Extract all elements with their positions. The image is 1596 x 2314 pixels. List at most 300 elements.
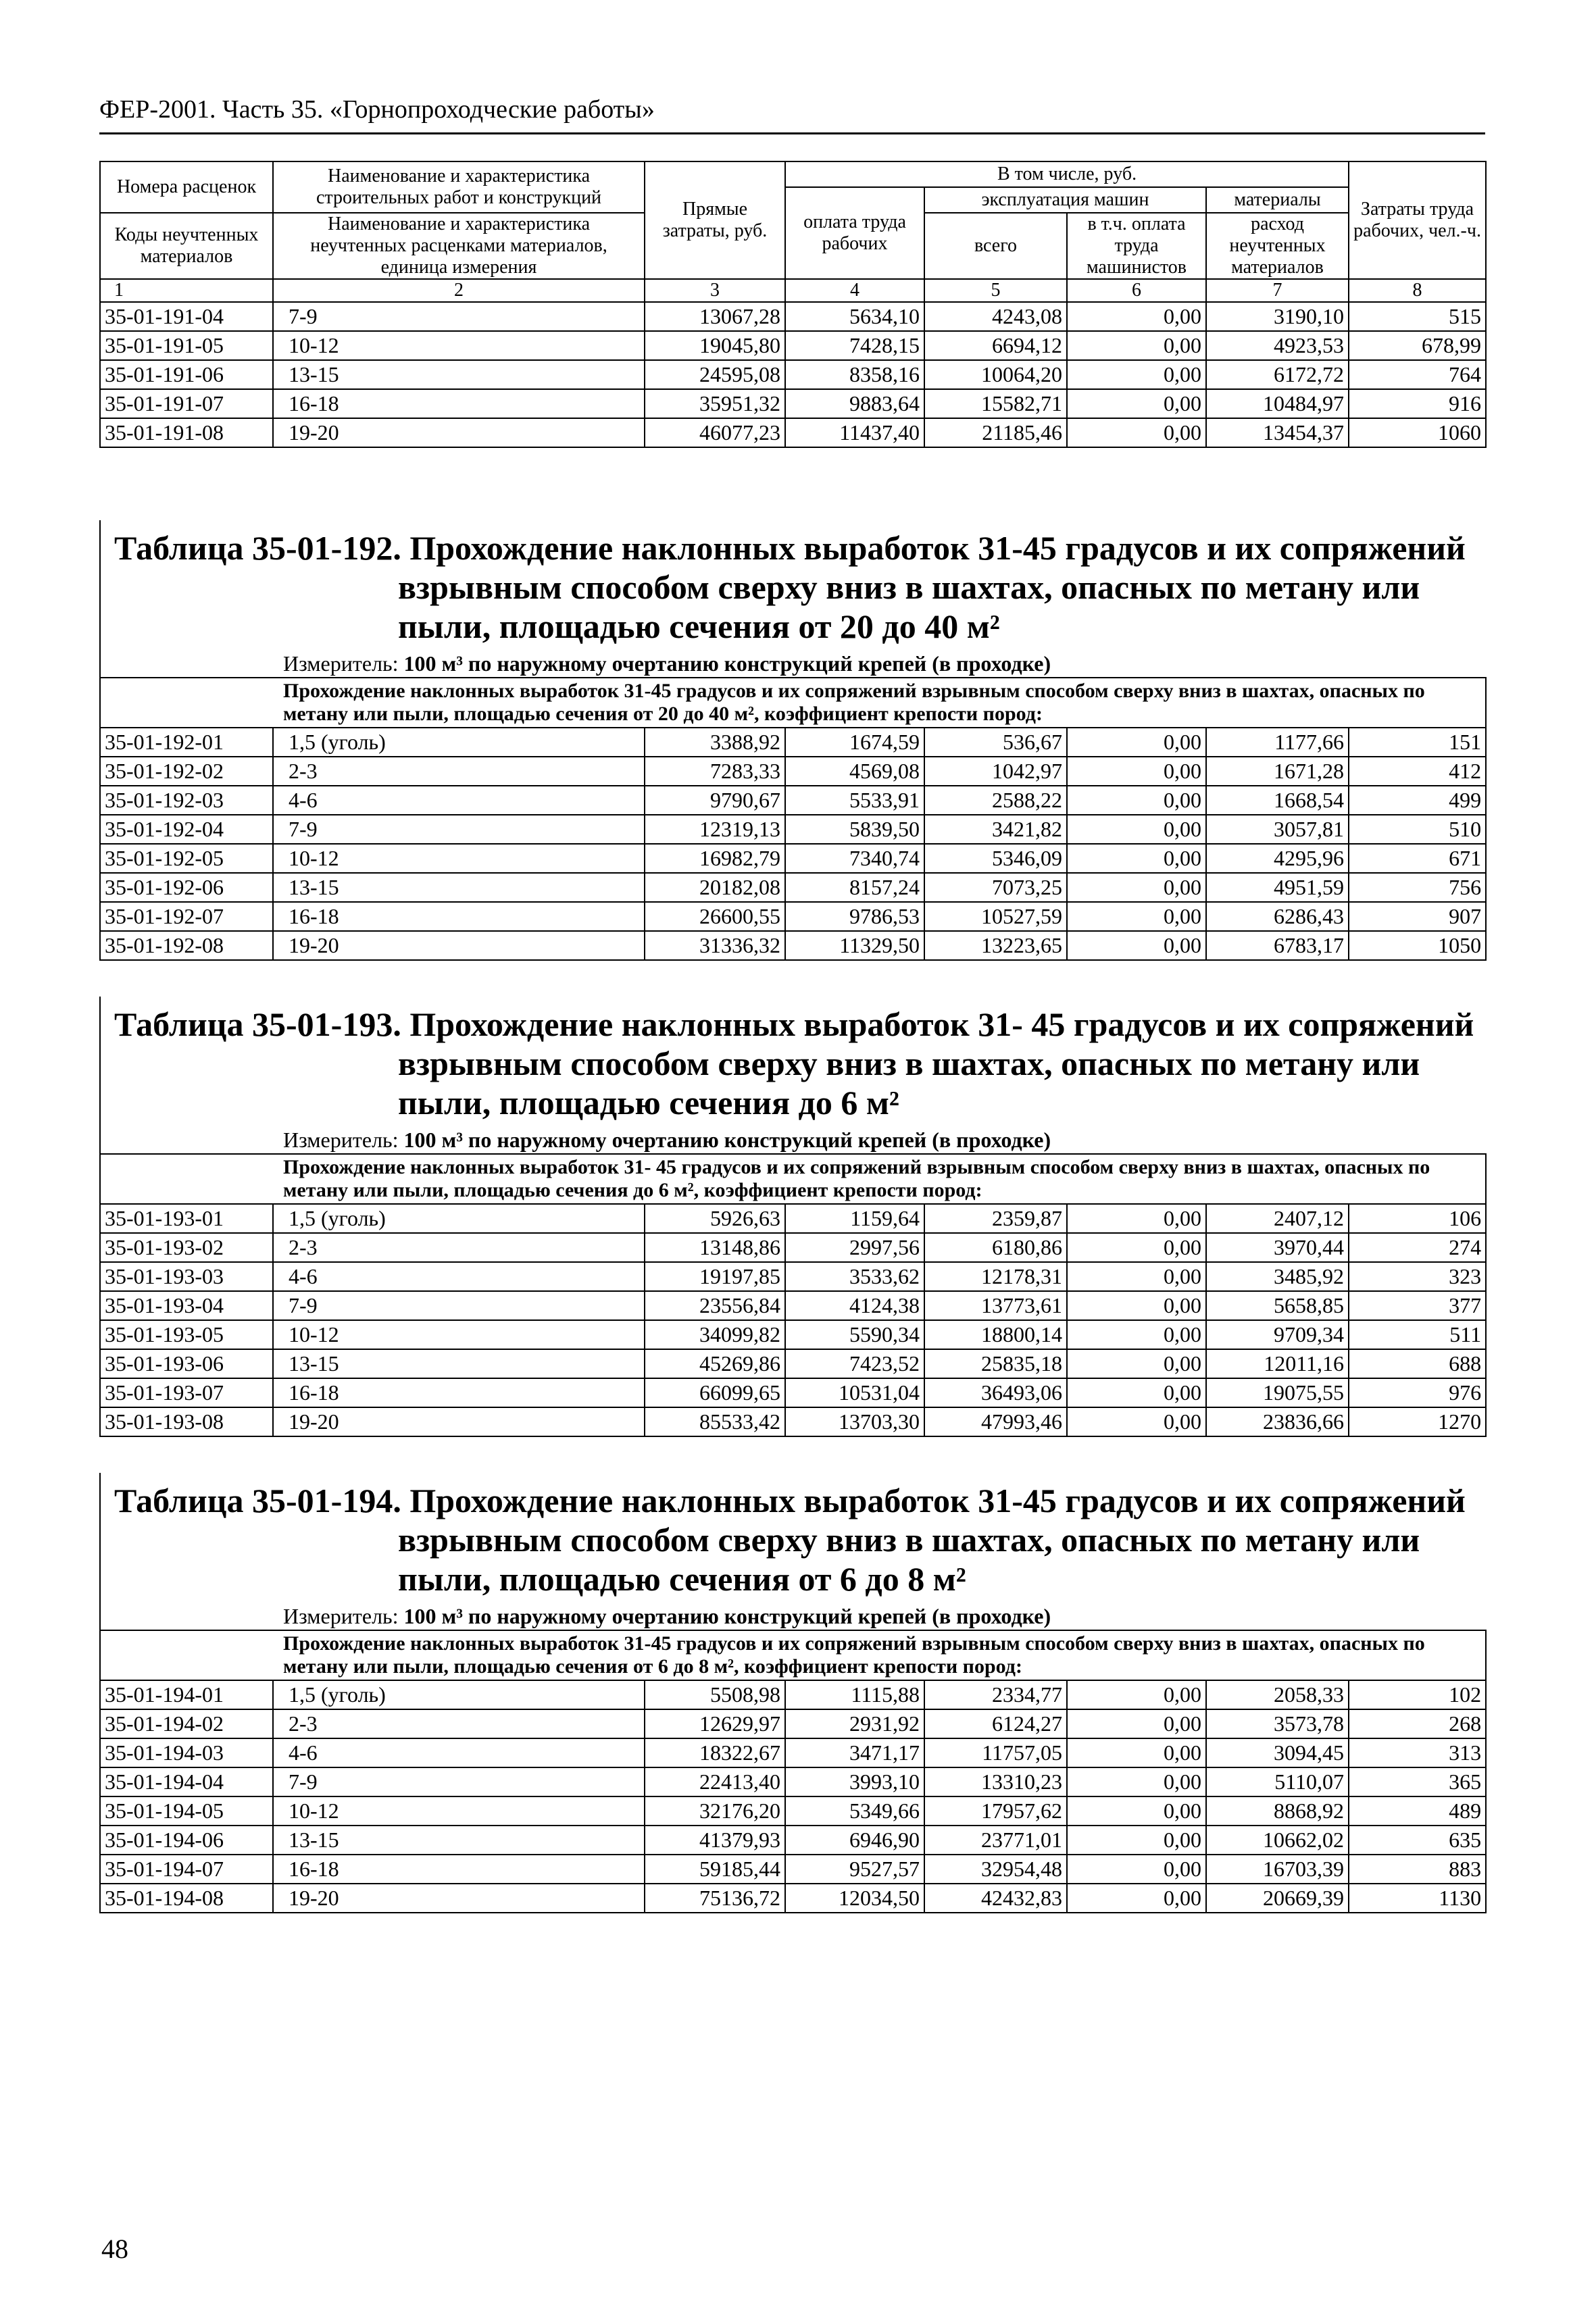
meter-label: Измеритель: [283,651,399,676]
value-cell: 3533,62 [785,1262,924,1291]
value-cell: 4124,38 [785,1291,924,1320]
page-header: ФЕР-2001. Часть 35. «Горнопроходческие работы» [99,95,655,124]
col-number: 5 [924,279,1067,302]
value-cell: 0,00 [1067,418,1206,447]
value-cell: 6172,72 [1206,360,1349,389]
value-cell: 9527,57 [785,1855,924,1884]
value-cell: 7340,74 [785,844,924,873]
rate-code-cell: 35-01-194-06 [100,1826,273,1855]
value-cell: 22413,40 [645,1767,785,1796]
section-title-line3: пыли, площадью сечения от 20 до 40 м² [398,607,1000,645]
value-cell: 7423,52 [785,1349,924,1378]
characteristic-cell: 10-12 [273,844,645,873]
value-cell: 35951,32 [645,389,785,418]
table-row [100,931,1486,960]
section-title-line2: взрывным способом сверху вниз в шахтах, опасных по метану или [398,568,1420,606]
rate-code-cell: 35-01-191-05 [100,331,273,360]
col-header-material-name: Наименование и характеристика неучтенных расценками материалов, единица измерения [273,213,645,279]
characteristic-cell: 4-6 [273,786,645,815]
col-number: 8 [1349,279,1486,302]
value-cell: 6180,86 [924,1233,1067,1262]
value-cell: 21185,46 [924,418,1067,447]
value-cell: 13703,30 [785,1407,924,1436]
value-cell: 12011,16 [1206,1349,1349,1378]
value-cell: 59185,44 [645,1855,785,1884]
characteristic-cell: 19-20 [273,1407,645,1436]
value-cell: 46077,23 [645,418,785,447]
value-cell: 323 [1349,1262,1486,1291]
value-cell: 5349,66 [785,1796,924,1826]
value-cell: 23836,66 [1206,1407,1349,1436]
section-description: Прохождение наклонных выработок 31-45 градусов и их сопряжений взрывным способом сверху вниз в шахтах, опасных по метану или пыли, площадью сечения от 6 до 8 м², коэффициент крепости пород: [100,1630,1486,1680]
value-cell: 4923,53 [1206,331,1349,360]
value-cell: 1671,28 [1206,757,1349,786]
value-cell: 66099,65 [645,1378,785,1407]
value-cell: 0,00 [1067,728,1206,757]
value-cell: 0,00 [1067,1291,1206,1320]
table-row [100,786,1486,815]
value-cell: 268 [1349,1709,1486,1738]
value-cell: 3471,17 [785,1738,924,1767]
value-cell: 23556,84 [645,1291,785,1320]
table-35-01-191 [99,161,1487,448]
col-number: 3 [645,279,785,302]
value-cell: 3190,10 [1206,302,1349,331]
rate-code-cell: 35-01-193-05 [100,1320,273,1349]
value-cell: 12629,97 [645,1709,785,1738]
value-cell: 85533,42 [645,1407,785,1436]
value-cell: 4569,08 [785,757,924,786]
col-header-worker-pay: оплата труда рабочих [785,187,924,279]
value-cell: 12319,13 [645,815,785,844]
rate-code-cell: 35-01-193-01 [100,1204,273,1233]
characteristic-cell: 19-20 [273,1884,645,1913]
characteristic-cell: 13-15 [273,1349,645,1378]
value-cell: 6286,43 [1206,902,1349,931]
value-cell: 13223,65 [924,931,1067,960]
table-row [100,1378,1486,1407]
value-cell: 1060 [1349,418,1486,447]
section-description: Прохождение наклонных выработок 31-45 градусов и их сопряжений взрывным способом сверху вниз в шахтах, опасных по метану или пыли, площадью сечения от 20 до 40 м², коэффициент крепости пород: [100,678,1486,728]
value-cell: 671 [1349,844,1486,873]
value-cell: 16703,39 [1206,1855,1349,1884]
value-cell: 13067,28 [645,302,785,331]
value-cell: 0,00 [1067,815,1206,844]
section-title [101,997,1485,1122]
value-cell: 1270 [1349,1407,1486,1436]
meter-label: Измеритель: [283,1604,399,1628]
col-header-machine-total: всего [924,213,1067,279]
value-cell: 0,00 [1067,873,1206,902]
col-header-including: В том числе, руб. [785,161,1349,187]
section-title-line3: пыли, площадью сечения до 6 м² [398,1084,899,1122]
characteristic-cell: 16-18 [273,1378,645,1407]
value-cell: 1115,88 [785,1680,924,1709]
value-cell: 1050 [1349,931,1486,960]
value-cell: 102 [1349,1680,1486,1709]
value-cell: 34099,82 [645,1320,785,1349]
value-cell: 756 [1349,873,1486,902]
characteristic-cell: 7-9 [273,815,645,844]
value-cell: 10484,97 [1206,389,1349,418]
value-cell: 1177,66 [1206,728,1349,757]
value-cell: 0,00 [1067,1320,1206,1349]
value-cell: 1130 [1349,1884,1486,1913]
rate-code-cell: 35-01-193-03 [100,1262,273,1291]
rate-code-cell: 35-01-193-08 [100,1407,273,1436]
value-cell: 907 [1349,902,1486,931]
rate-code-cell: 35-01-194-08 [100,1884,273,1913]
col-number-row [100,279,1486,302]
value-cell: 13454,37 [1206,418,1349,447]
value-cell: 0,00 [1067,844,1206,873]
value-cell: 41379,93 [645,1826,785,1855]
characteristic-cell: 7-9 [273,302,645,331]
table-row [100,728,1486,757]
value-cell: 4295,96 [1206,844,1349,873]
table-row [100,1826,1486,1855]
section-description: Прохождение наклонных выработок 31- 45 градусов и их сопряжений взрывным способом сверху вниз в шахтах, опасных по метану или пыли, площадью сечения до 6 м², коэффициент крепости пород: [100,1154,1486,1204]
value-cell: 32954,48 [924,1855,1067,1884]
value-cell: 6124,27 [924,1709,1067,1738]
table-row [100,1680,1486,1709]
characteristic-cell: 10-12 [273,1320,645,1349]
meter-label: Измеритель: [283,1128,399,1152]
table-row [100,902,1486,931]
value-cell: 499 [1349,786,1486,815]
col-number: 6 [1067,279,1206,302]
value-cell: 42432,83 [924,1884,1067,1913]
value-cell: 0,00 [1067,1738,1206,1767]
value-cell: 274 [1349,1233,1486,1262]
value-cell: 5533,91 [785,786,924,815]
value-cell: 0,00 [1067,902,1206,931]
value-cell: 536,67 [924,728,1067,757]
rate-code-cell: 35-01-192-03 [100,786,273,815]
value-cell: 2997,56 [785,1233,924,1262]
value-cell: 0,00 [1067,1709,1206,1738]
rate-code-cell: 35-01-193-04 [100,1291,273,1320]
value-cell: 20182,08 [645,873,785,902]
col-number: 4 [785,279,924,302]
value-cell: 0,00 [1067,302,1206,331]
table-row [100,1204,1486,1233]
value-cell: 0,00 [1067,1855,1206,1884]
table-row [100,331,1486,360]
table-row [100,1233,1486,1262]
rate-code-cell: 35-01-191-06 [100,360,273,389]
value-cell: 7283,33 [645,757,785,786]
table-row [100,1320,1486,1349]
value-cell: 11329,50 [785,931,924,960]
characteristic-cell: 13-15 [273,360,645,389]
value-cell: 5110,07 [1206,1767,1349,1796]
value-cell: 9786,53 [785,902,924,931]
value-cell: 4951,59 [1206,873,1349,902]
page-number: 48 [101,2234,128,2264]
section-meter [101,1126,1485,1153]
value-cell: 511 [1349,1320,1486,1349]
table-row [100,757,1486,786]
value-cell: 2588,22 [924,786,1067,815]
table-row [100,360,1486,389]
table-row [100,418,1486,447]
col-header-labor-costs: Затраты труда рабочих, чел.-ч. [1349,161,1486,279]
table-row [100,1767,1486,1796]
rate-code-cell: 35-01-193-07 [100,1378,273,1407]
table-row [100,1709,1486,1738]
section-title-line2: взрывным способом сверху вниз в шахтах, опасных по метану или [398,1521,1420,1559]
value-cell: 10064,20 [924,360,1067,389]
rate-code-cell: 35-01-193-02 [100,1233,273,1262]
value-cell: 19197,85 [645,1262,785,1291]
characteristic-cell: 7-9 [273,1291,645,1320]
meter-value: 100 м³ по наружному очертанию конструкций крепей (в проходке) [403,1128,1051,1152]
value-cell: 510 [1349,815,1486,844]
col-number: 2 [273,279,645,302]
value-cell: 12178,31 [924,1262,1067,1291]
characteristic-cell: 2-3 [273,1709,645,1738]
value-cell: 13148,86 [645,1233,785,1262]
section-title-line1: Прохождение наклонных выработок 31-45 градусов и их сопряжений [409,1482,1466,1519]
col-header-unaccounted-materials: расход неучтенных материалов [1206,213,1349,279]
characteristic-cell: 16-18 [273,902,645,931]
characteristic-cell: 1,5 (уголь) [273,728,645,757]
section-35-01-194 [99,1473,1485,1913]
table-row [100,389,1486,418]
table-row [100,844,1486,873]
characteristic-cell: 13-15 [273,1826,645,1855]
value-cell: 106 [1349,1204,1486,1233]
characteristic-cell: 10-12 [273,1796,645,1826]
value-cell: 45269,86 [645,1349,785,1378]
value-cell: 2058,33 [1206,1680,1349,1709]
value-cell: 3388,92 [645,728,785,757]
rate-code-cell: 35-01-191-04 [100,302,273,331]
value-cell: 13310,23 [924,1767,1067,1796]
table-row [100,1738,1486,1767]
value-cell: 6946,90 [785,1826,924,1855]
table-row [100,1407,1486,1436]
value-cell: 75136,72 [645,1884,785,1913]
col-header-machine-operation: эксплуатация машин [924,187,1206,213]
value-cell: 31336,32 [645,931,785,960]
value-cell: 489 [1349,1796,1486,1826]
section-title-number: Таблица 35-01-193. [114,1005,401,1043]
value-cell: 0,00 [1067,1204,1206,1233]
value-cell: 916 [1349,389,1486,418]
value-cell: 5658,85 [1206,1291,1349,1320]
value-cell: 3485,92 [1206,1262,1349,1291]
value-cell: 15582,71 [924,389,1067,418]
section-meter [101,650,1485,677]
value-cell: 12034,50 [785,1884,924,1913]
value-cell: 3421,82 [924,815,1067,844]
value-cell: 10662,02 [1206,1826,1349,1855]
value-cell: 5926,63 [645,1204,785,1233]
meter-value: 100 м³ по наружному очертанию конструкций крепей (в проходке) [403,651,1051,676]
value-cell: 6694,12 [924,331,1067,360]
section-frame [99,1473,1485,1630]
value-cell: 20669,39 [1206,1884,1349,1913]
value-cell: 8157,24 [785,873,924,902]
value-cell: 9790,67 [645,786,785,815]
value-cell: 32176,20 [645,1796,785,1826]
section-frame [99,520,1485,677]
value-cell: 47993,46 [924,1407,1067,1436]
col-header-material-codes: Коды неучтенных материалов [100,213,273,279]
value-cell: 10527,59 [924,902,1067,931]
section-title-line3: пыли, площадью сечения от 6 до 8 м² [398,1560,966,1598]
characteristic-cell: 13-15 [273,873,645,902]
value-cell: 976 [1349,1378,1486,1407]
value-cell: 0,00 [1067,1233,1206,1262]
table-row [100,1262,1486,1291]
col-header-work-name: Наименование и характеристика строительных работ и конструкций [273,161,645,213]
rate-code-cell: 35-01-193-06 [100,1349,273,1378]
value-cell: 36493,06 [924,1378,1067,1407]
characteristic-cell: 16-18 [273,389,645,418]
value-cell: 0,00 [1067,1884,1206,1913]
value-cell: 2359,87 [924,1204,1067,1233]
value-cell: 5346,09 [924,844,1067,873]
value-cell: 10531,04 [785,1378,924,1407]
rate-code-cell: 35-01-192-01 [100,728,273,757]
value-cell: 377 [1349,1291,1486,1320]
value-cell: 0,00 [1067,786,1206,815]
value-cell: 25835,18 [924,1349,1067,1378]
rate-code-cell: 35-01-192-08 [100,931,273,960]
rate-code-cell: 35-01-194-02 [100,1709,273,1738]
value-cell: 0,00 [1067,1826,1206,1855]
table-row [100,1884,1486,1913]
col-header-rate-number: Номера расценок [100,161,273,213]
value-cell: 3970,44 [1206,1233,1349,1262]
value-cell: 0,00 [1067,757,1206,786]
value-cell: 0,00 [1067,1796,1206,1826]
table-row [100,1855,1486,1884]
value-cell: 9709,34 [1206,1320,1349,1349]
rate-code-cell: 35-01-194-01 [100,1680,273,1709]
value-cell: 18322,67 [645,1738,785,1767]
value-cell: 18800,14 [924,1320,1067,1349]
value-cell: 0,00 [1067,1767,1206,1796]
section-35-01-193 [99,997,1485,1437]
section-title-line1: Прохождение наклонных выработок 31- 45 градусов и их сопряжений [409,1005,1474,1043]
table-35-01-194 [99,1630,1487,1913]
section-meter [101,1603,1485,1630]
rate-code-cell: 35-01-194-04 [100,1767,273,1796]
characteristic-cell: 4-6 [273,1738,645,1767]
section-title-line1: Прохождение наклонных выработок 31-45 градусов и их сопряжений [409,529,1466,567]
col-number: 7 [1206,279,1349,302]
value-cell: 3573,78 [1206,1709,1349,1738]
value-cell: 5590,34 [785,1320,924,1349]
characteristic-cell: 1,5 (уголь) [273,1680,645,1709]
value-cell: 0,00 [1067,331,1206,360]
value-cell: 11437,40 [785,418,924,447]
value-cell: 0,00 [1067,1349,1206,1378]
rate-code-cell: 35-01-192-02 [100,757,273,786]
table-row [100,873,1486,902]
rate-code-cell: 35-01-192-04 [100,815,273,844]
value-cell: 7428,15 [785,331,924,360]
section-title-line2: взрывным способом сверху вниз в шахтах, опасных по метану или [398,1045,1420,1082]
value-cell: 0,00 [1067,389,1206,418]
value-cell: 0,00 [1067,1262,1206,1291]
rate-code-cell: 35-01-194-03 [100,1738,273,1767]
value-cell: 678,99 [1349,331,1486,360]
value-cell: 0,00 [1067,931,1206,960]
value-cell: 0,00 [1067,360,1206,389]
section-35-01-192 [99,520,1485,961]
value-cell: 0,00 [1067,1407,1206,1436]
value-cell: 9883,64 [785,389,924,418]
characteristic-cell: 4-6 [273,1262,645,1291]
value-cell: 764 [1349,360,1486,389]
col-header-operator-pay: в т.ч. оплата труда машинистов [1067,213,1206,279]
rate-code-cell: 35-01-194-05 [100,1796,273,1826]
value-cell: 515 [1349,302,1486,331]
value-cell: 151 [1349,728,1486,757]
col-number: 1 [100,279,273,302]
value-cell: 3057,81 [1206,815,1349,844]
table-row [100,1291,1486,1320]
section-title [101,520,1485,646]
value-cell: 7073,25 [924,873,1067,902]
value-cell: 26600,55 [645,902,785,931]
value-cell: 19045,80 [645,331,785,360]
value-cell: 23771,01 [924,1826,1067,1855]
section-title [101,1473,1485,1599]
table-row [100,1796,1486,1826]
characteristic-cell: 19-20 [273,418,645,447]
col-header-materials: материалы [1206,187,1349,213]
value-cell: 17957,62 [924,1796,1067,1826]
characteristic-cell: 7-9 [273,1767,645,1796]
value-cell: 5839,50 [785,815,924,844]
value-cell: 2407,12 [1206,1204,1349,1233]
value-cell: 1042,97 [924,757,1067,786]
value-cell: 3094,45 [1206,1738,1349,1767]
value-cell: 1159,64 [785,1204,924,1233]
characteristic-cell: 10-12 [273,331,645,360]
characteristic-cell: 19-20 [273,931,645,960]
value-cell: 16982,79 [645,844,785,873]
rate-code-cell: 35-01-192-07 [100,902,273,931]
rate-code-cell: 35-01-192-06 [100,873,273,902]
table-row [100,302,1486,331]
value-cell: 2334,77 [924,1680,1067,1709]
rate-code-cell: 35-01-192-05 [100,844,273,873]
value-cell: 1668,54 [1206,786,1349,815]
characteristic-cell: 2-3 [273,757,645,786]
value-cell: 365 [1349,1767,1486,1796]
rate-code-cell: 35-01-194-07 [100,1855,273,1884]
value-cell: 6783,17 [1206,931,1349,960]
value-cell: 5634,10 [785,302,924,331]
rate-code-cell: 35-01-191-07 [100,389,273,418]
meter-value: 100 м³ по наружному очертанию конструкций крепей (в проходке) [403,1604,1051,1628]
value-cell: 635 [1349,1826,1486,1855]
value-cell: 19075,55 [1206,1378,1349,1407]
table-row [100,815,1486,844]
value-cell: 688 [1349,1349,1486,1378]
header-rule [99,132,1485,134]
section-frame [99,997,1485,1153]
value-cell: 8358,16 [785,360,924,389]
rate-code-cell: 35-01-191-08 [100,418,273,447]
